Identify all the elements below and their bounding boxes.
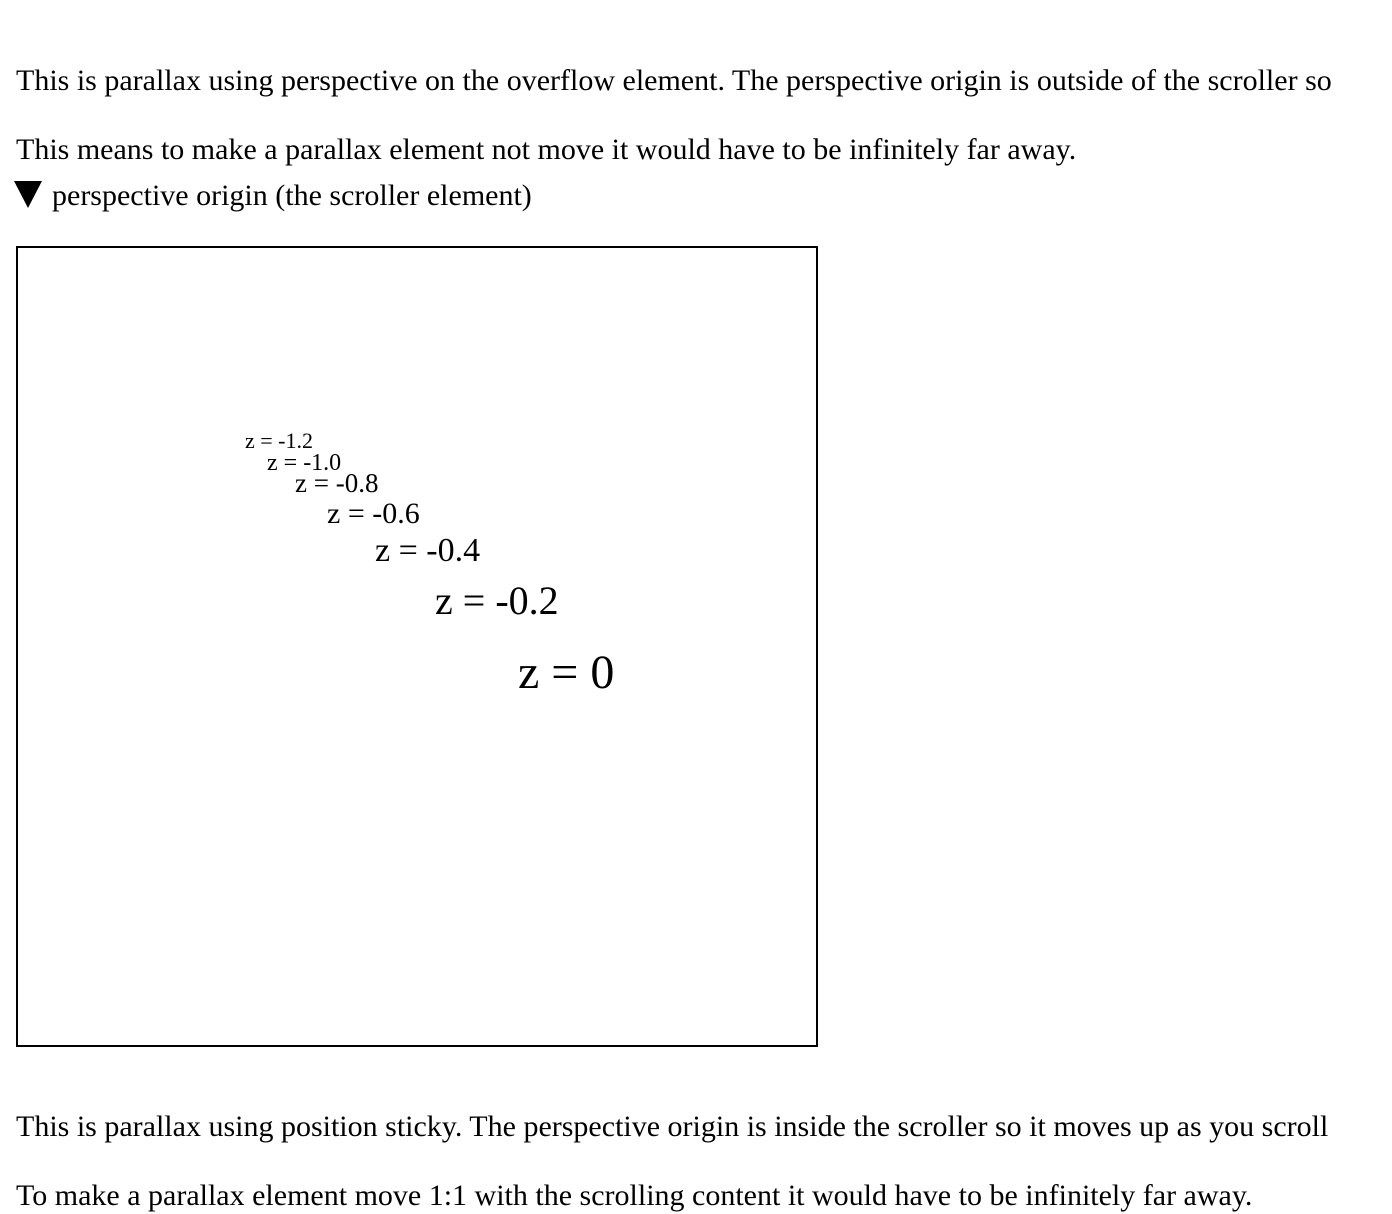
intro-paragraph-perspective: This is parallax using perspective on the overflow element. The perspective origin is outside of the scroller so: [16, 64, 1332, 97]
z-depth-label: z = -0.6: [327, 497, 420, 530]
perspective-origin-label: perspective origin (the scroller element): [52, 179, 532, 212]
z-depth-label: z = -0.4: [375, 532, 481, 569]
down-triangle-icon: [14, 181, 42, 208]
z-depth-label: z = 0: [518, 646, 615, 699]
z-depth-label: z = -1.0: [267, 450, 342, 476]
scroller-element[interactable]: [16, 246, 818, 1047]
footer-paragraph-infinite: To make a parallax element move 1:1 with the scrolling content it would have to be infinitely far away.: [16, 1179, 1253, 1212]
z-depth-label: z = -0.8: [295, 468, 379, 498]
perspective-origin-marker: [14, 179, 532, 214]
footer-paragraph-sticky: This is parallax using position sticky. The perspective origin is inside the scroller so it moves up as you scroll: [16, 1110, 1329, 1143]
z-depth-label: z = -1.2: [245, 428, 313, 453]
intro-paragraph-infinite: This means to make a parallax element not move it would have to be infinitely far away.: [16, 133, 1077, 166]
z-depth-label: z = -0.2: [435, 578, 559, 623]
